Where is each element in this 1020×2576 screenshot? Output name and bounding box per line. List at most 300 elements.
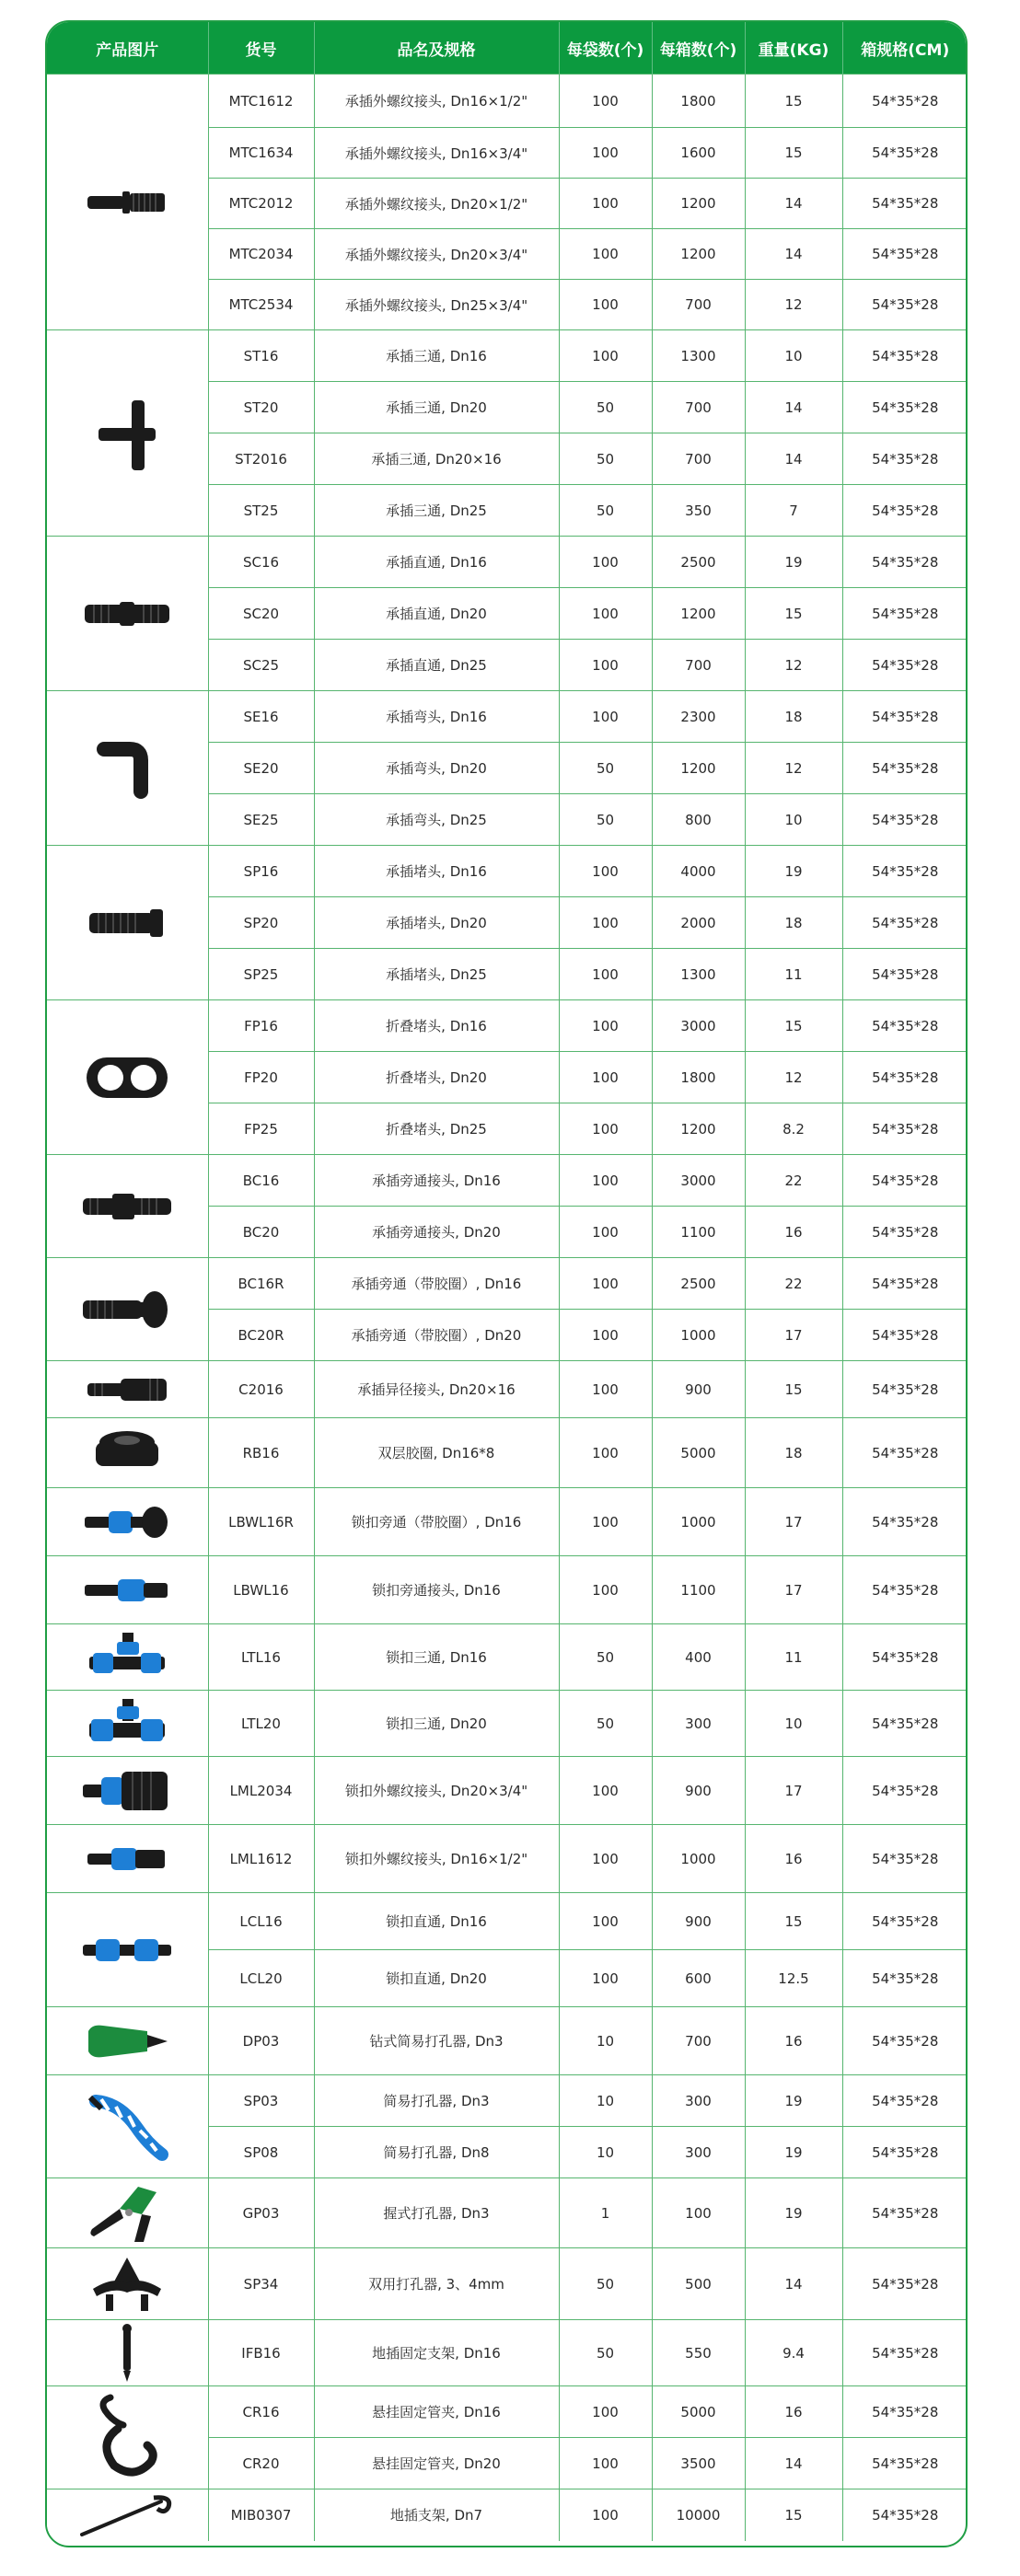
- per-bag-count: 100: [559, 1000, 652, 1052]
- product-name-spec: 锁扣三通, Dn16: [314, 1624, 559, 1691]
- per-box-count: 1200: [652, 179, 745, 229]
- per-box-count: 1300: [652, 330, 745, 382]
- weight-kg: 16: [745, 2007, 842, 2075]
- per-box-count: 1300: [652, 949, 745, 1000]
- product-code: SP08: [208, 2127, 314, 2178]
- product-image-cell: [47, 75, 208, 330]
- product-code: SE25: [208, 794, 314, 846]
- product-code: RB16: [208, 1418, 314, 1488]
- product-table-frame: [45, 20, 968, 2547]
- product-code: FP16: [208, 1000, 314, 1052]
- box-size: 54*35*28: [842, 1691, 968, 1757]
- lock-coupling-icon: [47, 1934, 208, 1967]
- table-row: [47, 1488, 968, 1556]
- product-image-cell: [47, 1000, 208, 1155]
- product-name-spec: 承插旁通接头, Dn16: [314, 1155, 559, 1207]
- product-code: LTL16: [208, 1624, 314, 1691]
- weight-kg: 16: [745, 2386, 842, 2438]
- per-box-count: 1000: [652, 1488, 745, 1556]
- product-image-cell: [47, 2075, 208, 2178]
- per-box-count: 500: [652, 2248, 745, 2320]
- per-box-count: 2500: [652, 537, 745, 588]
- product-code: LCL20: [208, 1950, 314, 2007]
- per-bag-count: 100: [559, 2438, 652, 2489]
- per-box-count: 10000: [652, 2489, 745, 2541]
- product-code: SP20: [208, 897, 314, 949]
- table-row: [47, 2386, 968, 2438]
- box-size: 54*35*28: [842, 1825, 968, 1893]
- product-image-cell: [47, 1361, 208, 1418]
- weight-kg: 12: [745, 280, 842, 330]
- table-row: [47, 2248, 968, 2320]
- per-bag-count: 100: [559, 1258, 652, 1310]
- product-code: SP25: [208, 949, 314, 1000]
- per-box-count: 1100: [652, 1207, 745, 1258]
- product-code: BC16: [208, 1155, 314, 1207]
- product-image-cell: [47, 1155, 208, 1258]
- weight-kg: 18: [745, 897, 842, 949]
- product-image-cell: [47, 1418, 208, 1488]
- product-image-cell: [47, 1488, 208, 1556]
- per-bag-count: 50: [559, 433, 652, 485]
- box-size: 54*35*28: [842, 1361, 968, 1418]
- per-box-count: 1000: [652, 1310, 745, 1361]
- per-bag-count: 50: [559, 1624, 652, 1691]
- product-name-spec: 承插堵头, Dn16: [314, 846, 559, 897]
- weight-kg: 10: [745, 794, 842, 846]
- table-row: [47, 846, 968, 897]
- product-name-spec: 承插外螺纹接头, Dn16×3/4": [314, 128, 559, 179]
- table-row: [47, 1556, 968, 1624]
- per-box-count: 1200: [652, 588, 745, 640]
- product-name-spec: 承插堵头, Dn25: [314, 949, 559, 1000]
- weight-kg: 19: [745, 2075, 842, 2127]
- product-image-cell: [47, 1691, 208, 1757]
- weight-kg: 15: [745, 2489, 842, 2541]
- box-size: 54*35*28: [842, 743, 968, 794]
- per-box-count: 1100: [652, 1556, 745, 1624]
- box-size: 54*35*28: [842, 1893, 968, 1950]
- box-size: 54*35*28: [842, 2386, 968, 2438]
- per-box-count: 700: [652, 433, 745, 485]
- box-size: 54*35*28: [842, 2320, 968, 2386]
- drill-punch-icon: [47, 2018, 208, 2064]
- product-image-cell: [47, 2248, 208, 2320]
- weight-kg: 14: [745, 433, 842, 485]
- table-row: [47, 2489, 968, 2541]
- box-size: 54*35*28: [842, 485, 968, 537]
- product-code: BC16R: [208, 1258, 314, 1310]
- product-code: LBWL16: [208, 1556, 314, 1624]
- per-bag-count: 100: [559, 1207, 652, 1258]
- per-bag-count: 100: [559, 1893, 652, 1950]
- box-size: 54*35*28: [842, 2075, 968, 2127]
- per-box-count: 900: [652, 1757, 745, 1825]
- product-name-spec: 地插支架, Dn7: [314, 2489, 559, 2541]
- product-name-spec: 折叠堵头, Dn16: [314, 1000, 559, 1052]
- per-box-count: 800: [652, 794, 745, 846]
- product-code: BC20: [208, 1207, 314, 1258]
- weight-kg: 7: [745, 485, 842, 537]
- product-code: SP03: [208, 2075, 314, 2127]
- header-box-size: 箱规格(CM): [842, 22, 968, 75]
- table-row: [47, 2320, 968, 2386]
- product-name-spec: 锁扣外螺纹接头, Dn16×1/2": [314, 1825, 559, 1893]
- box-size: 54*35*28: [842, 179, 968, 229]
- product-code: FP20: [208, 1052, 314, 1103]
- product-code: MTC1612: [208, 75, 314, 128]
- per-bag-count: 100: [559, 1361, 652, 1418]
- per-box-count: 4000: [652, 846, 745, 897]
- product-name-spec: 悬挂固定管夹, Dn20: [314, 2438, 559, 2489]
- box-size: 54*35*28: [842, 1258, 968, 1310]
- product-name-spec: 承插直通, Dn16: [314, 537, 559, 588]
- product-name-spec: 简易打孔器, Dn8: [314, 2127, 559, 2178]
- product-code: C2016: [208, 1361, 314, 1418]
- table-row: [47, 1258, 968, 1310]
- weight-kg: 17: [745, 1488, 842, 1556]
- per-box-count: 3000: [652, 1155, 745, 1207]
- table-row: [47, 330, 968, 382]
- product-image-cell: [47, 2178, 208, 2248]
- table-row: [47, 1155, 968, 1207]
- product-code: CR20: [208, 2438, 314, 2489]
- box-size: 54*35*28: [842, 537, 968, 588]
- product-image-cell: [47, 691, 208, 846]
- box-size: 54*35*28: [842, 1103, 968, 1155]
- ground-support-icon: [47, 2492, 208, 2538]
- bypass-connector-icon: [47, 1190, 208, 1223]
- product-code: SE16: [208, 691, 314, 743]
- lock-male-adapter-icon: [47, 1842, 208, 1876]
- product-code: LML2034: [208, 1757, 314, 1825]
- per-box-count: 2300: [652, 691, 745, 743]
- product-code: GP03: [208, 2178, 314, 2248]
- weight-kg: 17: [745, 1757, 842, 1825]
- box-size: 54*35*28: [842, 949, 968, 1000]
- product-image-cell: [47, 846, 208, 1000]
- box-size: 54*35*28: [842, 897, 968, 949]
- per-bag-count: 10: [559, 2127, 652, 2178]
- per-box-count: 5000: [652, 2386, 745, 2438]
- per-box-count: 700: [652, 640, 745, 691]
- product-code: MIB0307: [208, 2489, 314, 2541]
- product-name-spec: 承插外螺纹接头, Dn20×1/2": [314, 179, 559, 229]
- product-code: ST2016: [208, 433, 314, 485]
- box-size: 54*35*28: [842, 1155, 968, 1207]
- per-box-count: 900: [652, 1361, 745, 1418]
- per-box-count: 2500: [652, 1258, 745, 1310]
- box-size: 54*35*28: [842, 588, 968, 640]
- weight-kg: 19: [745, 2178, 842, 2248]
- per-bag-count: 50: [559, 1691, 652, 1757]
- bypass-with-gasket-icon: [47, 1289, 208, 1330]
- table-row: [47, 1893, 968, 1950]
- box-size: 54*35*28: [842, 846, 968, 897]
- box-size: 54*35*28: [842, 1000, 968, 1052]
- product-name-spec: 锁扣旁通（带胶圈）, Dn16: [314, 1488, 559, 1556]
- weight-kg: 14: [745, 2248, 842, 2320]
- box-size: 54*35*28: [842, 1950, 968, 2007]
- product-name-spec: 承插直通, Dn20: [314, 588, 559, 640]
- product-name-spec: 承插外螺纹接头, Dn25×3/4": [314, 280, 559, 330]
- per-bag-count: 100: [559, 1310, 652, 1361]
- product-image-cell: [47, 1757, 208, 1825]
- per-bag-count: 50: [559, 485, 652, 537]
- product-code: LML1612: [208, 1825, 314, 1893]
- per-box-count: 600: [652, 1950, 745, 2007]
- header-name-spec: 品名及规格: [314, 22, 559, 75]
- box-size: 54*35*28: [842, 2438, 968, 2489]
- box-size: 54*35*28: [842, 2489, 968, 2541]
- lock-bypass-icon: [47, 1574, 208, 1607]
- lock-tee-16-icon: [47, 1629, 208, 1686]
- weight-kg: 10: [745, 1691, 842, 1757]
- per-bag-count: 1: [559, 2178, 652, 2248]
- per-bag-count: 100: [559, 1052, 652, 1103]
- product-code: CR16: [208, 2386, 314, 2438]
- product-name-spec: 承插直通, Dn25: [314, 640, 559, 691]
- box-size: 54*35*28: [842, 2178, 968, 2248]
- product-name-spec: 承插异径接头, Dn20×16: [314, 1361, 559, 1418]
- product-name-spec: 钻式简易打孔器, Dn3: [314, 2007, 559, 2075]
- product-code: BC20R: [208, 1310, 314, 1361]
- product-name-spec: 承插三通, Dn16: [314, 330, 559, 382]
- product-name-spec: 简易打孔器, Dn3: [314, 2075, 559, 2127]
- per-bag-count: 100: [559, 1950, 652, 2007]
- per-bag-count: 50: [559, 2248, 652, 2320]
- per-bag-count: 100: [559, 75, 652, 128]
- product-image-cell: [47, 330, 208, 537]
- box-size: 54*35*28: [842, 382, 968, 433]
- product-code: LCL16: [208, 1893, 314, 1950]
- weight-kg: 18: [745, 691, 842, 743]
- per-box-count: 300: [652, 2127, 745, 2178]
- weight-kg: 15: [745, 75, 842, 128]
- table-row: [47, 1757, 968, 1825]
- end-plug-icon: [47, 906, 208, 941]
- weight-kg: 15: [745, 1000, 842, 1052]
- per-bag-count: 100: [559, 640, 652, 691]
- product-name-spec: 锁扣旁通接头, Dn16: [314, 1556, 559, 1624]
- weight-kg: 11: [745, 1624, 842, 1691]
- product-code: SC20: [208, 588, 314, 640]
- per-bag-count: 100: [559, 1757, 652, 1825]
- product-code: MTC2034: [208, 229, 314, 280]
- per-bag-count: 100: [559, 2386, 652, 2438]
- header-code: 货号: [208, 22, 314, 75]
- table-row: [47, 2007, 968, 2075]
- per-box-count: 300: [652, 1691, 745, 1757]
- product-name-spec: 锁扣直通, Dn16: [314, 1893, 559, 1950]
- straight-coupling-icon: [47, 598, 208, 630]
- per-box-count: 3000: [652, 1000, 745, 1052]
- weight-kg: 11: [745, 949, 842, 1000]
- table-row: [47, 537, 968, 588]
- product-code: SE20: [208, 743, 314, 794]
- weight-kg: 17: [745, 1310, 842, 1361]
- product-image-cell: [47, 1825, 208, 1893]
- weight-kg: 12: [745, 743, 842, 794]
- product-name-spec: 承插三通, Dn25: [314, 485, 559, 537]
- box-size: 54*35*28: [842, 1418, 968, 1488]
- per-box-count: 1800: [652, 75, 745, 128]
- weight-kg: 15: [745, 1893, 842, 1950]
- per-box-count: 3500: [652, 2438, 745, 2489]
- per-bag-count: 100: [559, 128, 652, 179]
- weight-kg: 19: [745, 537, 842, 588]
- per-box-count: 1800: [652, 1052, 745, 1103]
- product-name-spec: 双用打孔器, 3、4mm: [314, 2248, 559, 2320]
- product-code: MTC2012: [208, 179, 314, 229]
- box-size: 54*35*28: [842, 2248, 968, 2320]
- weight-kg: 18: [745, 1418, 842, 1488]
- table-row: [47, 691, 968, 743]
- ground-stake-icon: [47, 2321, 208, 2385]
- per-bag-count: 100: [559, 537, 652, 588]
- box-size: 54*35*28: [842, 128, 968, 179]
- per-box-count: 400: [652, 1624, 745, 1691]
- product-name-spec: 承插旁通接头, Dn20: [314, 1207, 559, 1258]
- table-row: [47, 1000, 968, 1052]
- product-name-spec: 折叠堵头, Dn20: [314, 1052, 559, 1103]
- table-row: [47, 1691, 968, 1757]
- per-bag-count: 100: [559, 179, 652, 229]
- per-bag-count: 100: [559, 1825, 652, 1893]
- per-box-count: 700: [652, 382, 745, 433]
- per-bag-count: 100: [559, 897, 652, 949]
- table-row: [47, 2178, 968, 2248]
- per-bag-count: 10: [559, 2075, 652, 2127]
- product-name-spec: 锁扣直通, Dn20: [314, 1950, 559, 2007]
- product-code: FP25: [208, 1103, 314, 1155]
- per-bag-count: 100: [559, 2489, 652, 2541]
- tee-connector-icon: [47, 397, 208, 470]
- product-code: DP03: [208, 2007, 314, 2075]
- hanging-hook-icon: [47, 2392, 208, 2484]
- per-bag-count: 100: [559, 691, 652, 743]
- product-code: LBWL16R: [208, 1488, 314, 1556]
- box-size: 54*35*28: [842, 640, 968, 691]
- product-name-spec: 承插三通, Dn20×16: [314, 433, 559, 485]
- product-image-cell: [47, 537, 208, 691]
- per-box-count: 700: [652, 280, 745, 330]
- box-size: 54*35*28: [842, 2127, 968, 2178]
- product-name-spec: 承插弯头, Dn20: [314, 743, 559, 794]
- per-box-count: 350: [652, 485, 745, 537]
- per-bag-count: 100: [559, 949, 652, 1000]
- per-box-count: 5000: [652, 1418, 745, 1488]
- per-bag-count: 100: [559, 1103, 652, 1155]
- product-code: ST25: [208, 485, 314, 537]
- product-name-spec: 承插弯头, Dn16: [314, 691, 559, 743]
- table-header-row: [47, 22, 968, 75]
- box-size: 54*35*28: [842, 1556, 968, 1624]
- product-code: ST20: [208, 382, 314, 433]
- box-size: 54*35*28: [842, 794, 968, 846]
- product-code: MTC2534: [208, 280, 314, 330]
- product-name-spec: 承插旁通（带胶圈）, Dn20: [314, 1310, 559, 1361]
- product-code: SP34: [208, 2248, 314, 2320]
- product-name-spec: 地插固定支架, Dn16: [314, 2320, 559, 2386]
- per-bag-count: 100: [559, 1155, 652, 1207]
- product-name-spec: 承插外螺纹接头, Dn16×1/2": [314, 75, 559, 128]
- per-box-count: 1200: [652, 1103, 745, 1155]
- product-name-spec: 承插堵头, Dn20: [314, 897, 559, 949]
- box-size: 54*35*28: [842, 1624, 968, 1691]
- product-image-cell: [47, 2007, 208, 2075]
- weight-kg: 16: [745, 1207, 842, 1258]
- table-row: [47, 1825, 968, 1893]
- box-size: 54*35*28: [842, 1207, 968, 1258]
- product-code: ST16: [208, 330, 314, 382]
- per-bag-count: 50: [559, 743, 652, 794]
- header-per-bag: 每袋数(个): [559, 22, 652, 75]
- per-box-count: 900: [652, 1893, 745, 1950]
- header-weight: 重量(KG): [745, 22, 842, 75]
- dual-punch-icon: [47, 2252, 208, 2316]
- per-bag-count: 10: [559, 2007, 652, 2075]
- product-spec-table: [47, 22, 968, 2541]
- per-box-count: 300: [652, 2075, 745, 2127]
- per-bag-count: 50: [559, 382, 652, 433]
- per-bag-count: 100: [559, 1488, 652, 1556]
- header-image: 产品图片: [47, 22, 208, 75]
- product-name-spec: 锁扣三通, Dn20: [314, 1691, 559, 1757]
- lock-male-adapter-large-icon: [47, 1768, 208, 1814]
- reducer-coupling-icon: [47, 1374, 208, 1405]
- per-box-count: 700: [652, 2007, 745, 2075]
- box-size: 54*35*28: [842, 1757, 968, 1825]
- weight-kg: 15: [745, 588, 842, 640]
- per-box-count: 1200: [652, 743, 745, 794]
- product-name-spec: 双层胶圈, Dn16*8: [314, 1418, 559, 1488]
- weight-kg: 12: [745, 640, 842, 691]
- per-box-count: 1200: [652, 229, 745, 280]
- weight-kg: 17: [745, 1556, 842, 1624]
- weight-kg: 12: [745, 1052, 842, 1103]
- per-box-count: 1600: [652, 128, 745, 179]
- product-code: MTC1634: [208, 128, 314, 179]
- weight-kg: 8.2: [745, 1103, 842, 1155]
- lock-tee-20-icon: [47, 1695, 208, 1752]
- product-name-spec: 锁扣外螺纹接头, Dn20×3/4": [314, 1757, 559, 1825]
- box-size: 54*35*28: [842, 433, 968, 485]
- per-box-count: 100: [652, 2178, 745, 2248]
- product-name-spec: 承插旁通（带胶圈）, Dn16: [314, 1258, 559, 1310]
- product-name-spec: 悬挂固定管夹, Dn16: [314, 2386, 559, 2438]
- grip-punch-icon: [47, 2181, 208, 2246]
- weight-kg: 15: [745, 1361, 842, 1418]
- table-row: [47, 75, 968, 128]
- product-name-spec: 承插弯头, Dn25: [314, 794, 559, 846]
- weight-kg: 10: [745, 330, 842, 382]
- box-size: 54*35*28: [842, 1052, 968, 1103]
- weight-kg: 16: [745, 1825, 842, 1893]
- box-size: 54*35*28: [842, 280, 968, 330]
- product-image-cell: [47, 2489, 208, 2541]
- box-size: 54*35*28: [842, 75, 968, 128]
- table-row: [47, 1361, 968, 1418]
- per-bag-count: 100: [559, 1418, 652, 1488]
- per-bag-count: 100: [559, 330, 652, 382]
- product-code: SC25: [208, 640, 314, 691]
- folding-end-cap-icon: [47, 1054, 208, 1102]
- weight-kg: 12.5: [745, 1950, 842, 2007]
- per-bag-count: 100: [559, 846, 652, 897]
- product-image-cell: [47, 1556, 208, 1624]
- weight-kg: 19: [745, 2127, 842, 2178]
